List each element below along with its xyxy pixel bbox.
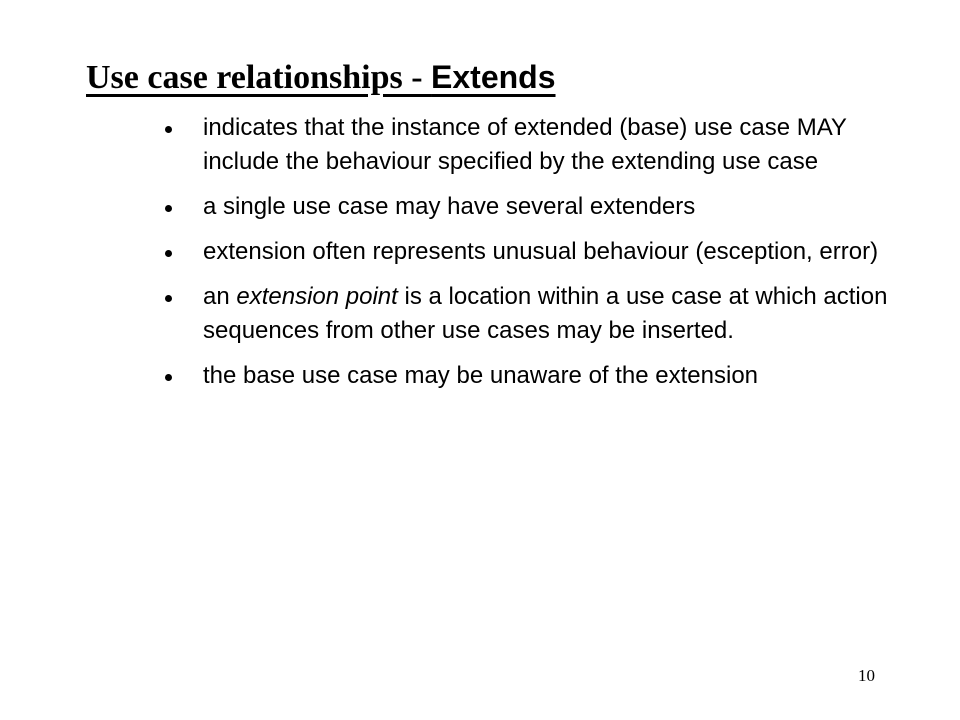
bullet-text [203, 362, 758, 389]
bullet-list [162, 111, 902, 404]
bullet-item [162, 359, 902, 393]
bullet-text-part: an [203, 283, 237, 310]
bullet-text [203, 193, 695, 220]
slide-title-keyword: Extends [431, 59, 556, 95]
bullet-dot-icon [165, 126, 172, 133]
bullet-text-part: indicates that the instance of extended (base) use case MAY include the behaviour specified by the extending use case [203, 114, 847, 175]
bullet-item [162, 235, 902, 269]
bullet-dot-icon [165, 295, 172, 302]
page-number: 10 [858, 666, 875, 685]
bullet-item [162, 280, 902, 348]
bullet-text-part: the base use case may be unaware of the extension [203, 362, 759, 389]
bullet-item [162, 111, 902, 179]
bullet-dot-icon [165, 205, 172, 212]
bullet-text-part: a single use case may have several extenders [203, 193, 696, 220]
bullet-text-part: extension often represents unusual behaviour (esception, error) [203, 238, 879, 265]
bullet-text [203, 283, 887, 344]
bullet-dot-icon [165, 374, 172, 381]
bullet-dot-icon [165, 250, 172, 257]
bullet-text [203, 238, 878, 265]
bullet-text-part: is a location within a use case at which action sequences from other use cases may be inserted. [203, 283, 888, 344]
slide-title-main: Use case relationships - [86, 59, 432, 96]
bullet-text-emphasis: extension point [236, 283, 398, 310]
bullet-text [203, 114, 847, 175]
slide-title [86, 58, 556, 99]
bullet-item [162, 190, 902, 224]
